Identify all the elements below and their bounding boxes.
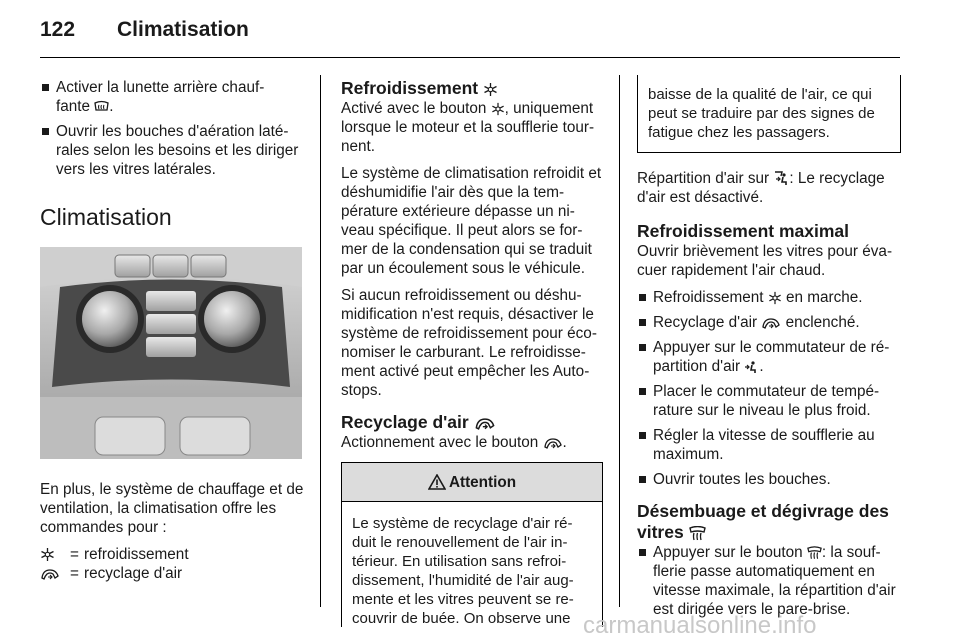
max-cooling-subtitle: Ouvrir brièvement les vitres pour éva-cuer rapidement l'air chaud. xyxy=(637,243,893,279)
rear-window-heating-icon xyxy=(94,100,109,114)
distribution-paragraph: Répartition d'air sur : Le recyclage d'air est désactivé. xyxy=(637,170,885,206)
column-divider-2 xyxy=(619,75,620,607)
cooling-paragraph: Si aucun refroidissement ou déshu-midification n'est requis, désactiver le système de refroidissement pour éco-nomiser le carburant. Le refroidisse-ment activé peut empêcher les Auto-stops. xyxy=(341,287,597,399)
section-heading: Climatisation xyxy=(40,204,172,230)
column-3 xyxy=(637,75,901,625)
page-number: 122 xyxy=(40,18,76,41)
list-item: Régler la vitesse de soufflerie au maximum. xyxy=(637,426,901,464)
attention-box-continued: baisse de la qualité de l'air, ce qui peut se traduire par des signes de fatigue chez les passagers. xyxy=(637,75,901,153)
list-item: Placer le commutateur de tempé-rature sur le niveau le plus froid. xyxy=(637,382,901,420)
snowflake-icon xyxy=(40,547,55,562)
attention-text: Le système de recyclage d'air ré-duit le renouvellement de l'air in-térieur. En utilisation sans refroi-dissement, l'humidité de l'air aug-mente et les vitres peuvent se re-couvrir de buée. On observe une xyxy=(352,515,574,627)
air-recirculation-icon xyxy=(474,417,496,431)
air-recirculation-icon xyxy=(761,317,781,330)
air-recirculation-icon xyxy=(543,437,563,450)
recirculation-subtitle: Actionnement avec le bouton . xyxy=(341,434,567,451)
cooling-paragraph: Le système de climatisation refroidit et déshumidifie l'air dès que la tem-pérature extérieure dépasse un ni-veau spécifique. Il peut alors se for-mer de la condensation qui se traduit par un écoulement sous le véhicule. xyxy=(341,165,602,277)
list-item: Activer la lunette arrière chauf- fante . xyxy=(40,78,306,116)
legend-row: = recyclage d'air xyxy=(40,564,189,583)
legend-table xyxy=(40,545,189,583)
air-recirculation-icon xyxy=(40,568,60,581)
watermark: carmanualsonline.info xyxy=(583,612,817,639)
page-title: Climatisation xyxy=(117,18,249,41)
cooling-heading: Refroidissement xyxy=(341,78,603,99)
demist-heading: Désembuage et dégivrage des vitres xyxy=(637,501,889,542)
attention-header: Attention xyxy=(342,463,602,502)
list-item: Recyclage d'air enclenché. xyxy=(637,313,901,332)
climate-control-panel-photo xyxy=(40,247,302,459)
list-item: Ouvrir les bouches d'aération laté-rales selon les besoins et les diriger vers les vitres latérales. xyxy=(40,122,306,179)
list-item: Appuyer sur le commutateur de ré-partition d'air . xyxy=(637,338,901,376)
cooling-subtitle: Activé avec le bouton , uniquement lorsque le moteur et la soufflerie tour-nent. xyxy=(341,100,595,155)
footwell-distribution-icon xyxy=(744,361,759,374)
windscreen-defrost-icon xyxy=(689,526,706,541)
column-divider-1 xyxy=(320,75,321,607)
windscreen-distribution-icon xyxy=(773,171,789,186)
list-item: Appuyer sur le bouton : la souf-flerie passe automatiquement en vitesse maximale, la répartition d'air est dirigée vers le pare-brise. xyxy=(637,543,901,619)
list-item: Refroidissement en marche. xyxy=(637,288,901,307)
column-1 xyxy=(40,78,306,583)
header-rule xyxy=(40,57,900,58)
intro-paragraph: En plus, le système de chauffage et de ventilation, la climatisation offre les commandes pour : xyxy=(40,481,304,536)
legend-row: = refroidissement xyxy=(40,545,189,564)
windscreen-defrost-icon xyxy=(807,546,822,560)
list-item: Ouvrir toutes les bouches. xyxy=(637,470,901,489)
snowflake-icon xyxy=(491,102,505,116)
max-cooling-heading: Refroidissement maximal xyxy=(637,221,850,241)
recirculation-heading: Recyclage d'air xyxy=(341,412,603,433)
snowflake-icon xyxy=(768,291,782,305)
snowflake-icon xyxy=(483,82,498,97)
column-2 xyxy=(341,78,603,627)
warning-triangle-icon xyxy=(428,474,446,490)
attention-box xyxy=(341,462,603,627)
